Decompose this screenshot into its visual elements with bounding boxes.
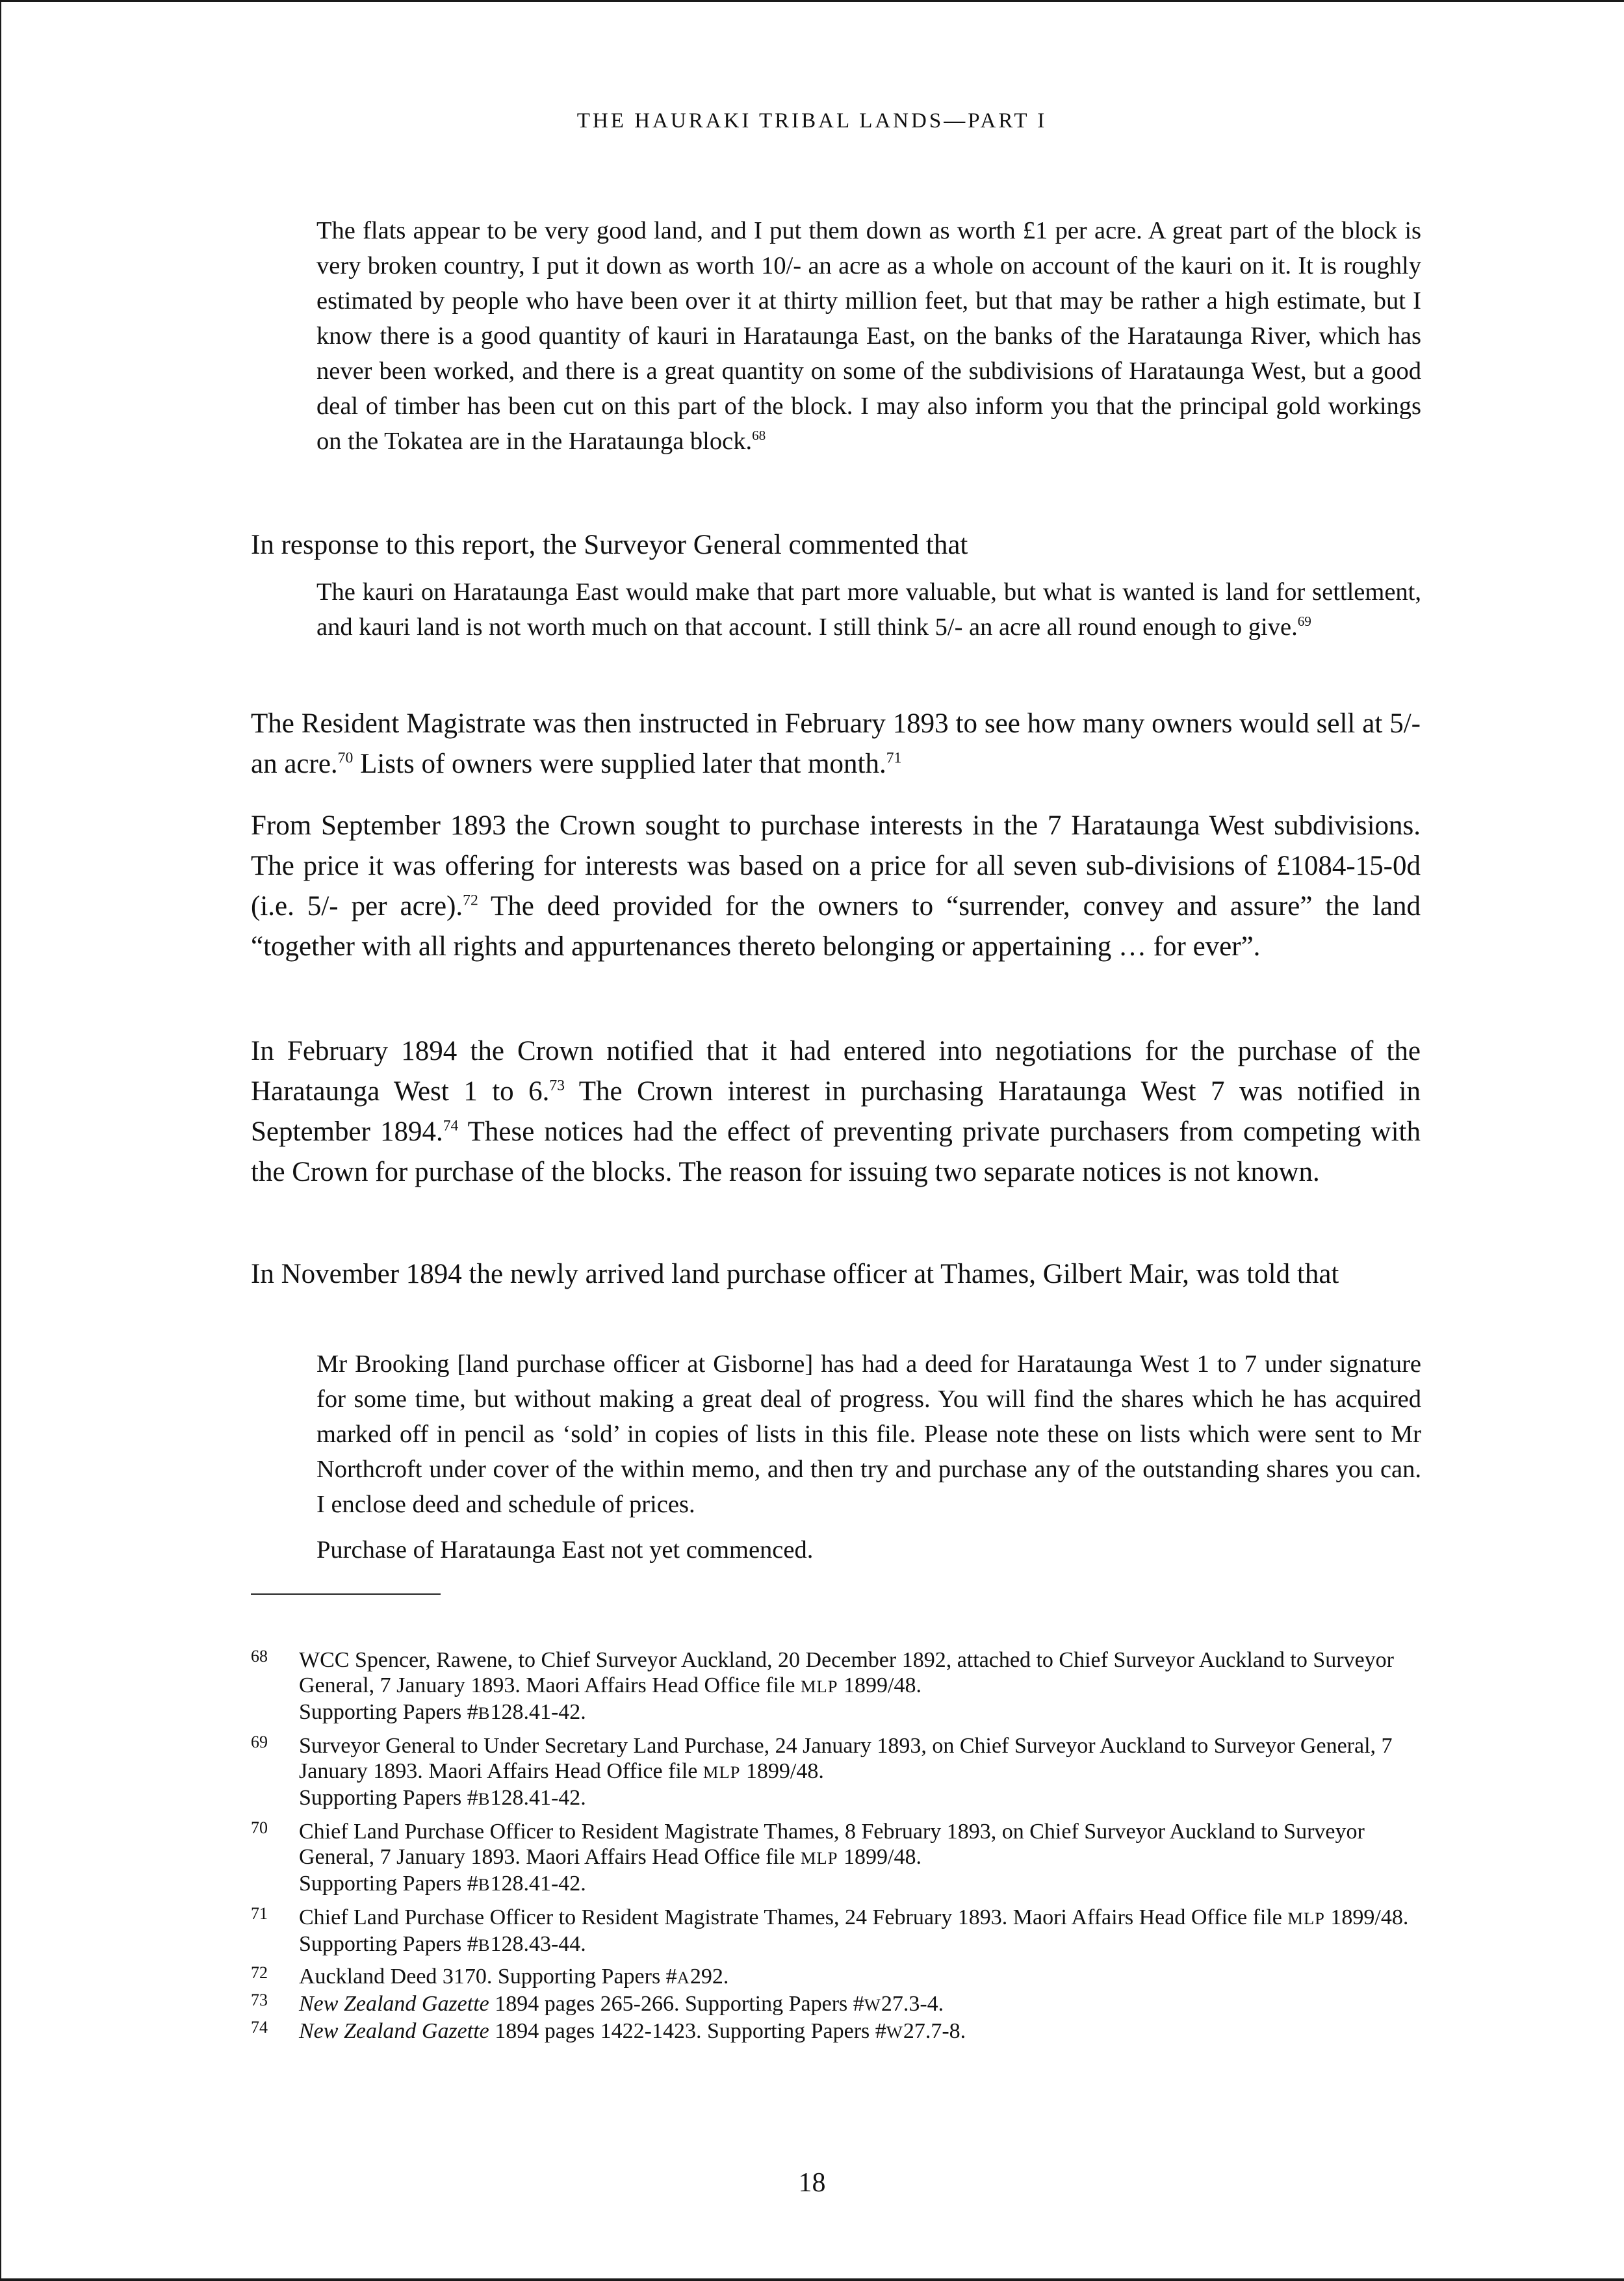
supporting-label: Supporting Papers # — [299, 1872, 478, 1896]
paragraph-text: Lists of owners were supplied later that month. — [353, 749, 886, 779]
supporting-ref: 27.3-4. — [881, 1992, 944, 2016]
supporting-ref: 292. — [690, 1965, 729, 1989]
paragraph-5: In November 1894 the newly arrived land purchase officer at Thames, Gilbert Mair, was told that — [251, 1259, 1339, 1289]
footnote-ref: 70 — [337, 749, 354, 767]
block-quote-4: Purchase of Harataunga East not yet commenced. — [316, 1536, 814, 1564]
paragraph-text: From September 1893 the Crown sought to purchase interests in the 7 Harataunga West subdivisions. The price it was offering for interests was based on a price for all seven sub-divisions of £1084-15-0d (i.e. 5/- per acre). — [251, 810, 1421, 921]
footnote-number: 70 — [251, 1818, 268, 1837]
footnote-body: Auckland Deed 3170. Supporting Papers # — [299, 1965, 677, 1989]
footnote-text — [299, 1819, 1427, 1898]
page-number: 18 — [798, 2168, 826, 2198]
file-prefix: MLP — [702, 1762, 741, 1782]
footnote-body: 1899/48. — [838, 1845, 922, 1869]
supporting-ref: 128.41-42. — [490, 1786, 586, 1810]
footnote-body: Chief Land Purchase Officer to Resident Magistrate Thames, 24 February 1893. Maori Affairs Head Office file — [299, 1905, 1288, 1929]
footnote-body: 1899/48. Supporting Papers # — [299, 1905, 1409, 1956]
paragraph-4 — [251, 1031, 1421, 1192]
file-prefix: MLP — [800, 1848, 838, 1868]
footnote-body: Chief Land Purchase Officer to Resident Magistrate Thames, 8 February 1893, on Chief Surveyor Auckland to Surveyor General, 7 January 1893. Maori Affairs Head Office file — [299, 1820, 1365, 1869]
paragraph-text: In February 1894 the Crown notified that it had entered into negotiations for the purchase of the Harataunga West 1 to 6. — [251, 1036, 1421, 1107]
file-prefix: MLP — [800, 1677, 838, 1696]
quote-text: The flats appear to be very good land, and I put them down as worth £1 per acre. A great part of the block is very broken country, I put it down as worth 10/- an acre as a whole on account of the kauri on it. It is roughly estimated by people who have been over it at thirty million feet, but that may be rather a high estimate, but I know there is a good quantity of kauri in Harataunga East, on the banks of the Harataunga River, which has never been worked, and there is a great quantity on some of the subdivisions of Harataunga West, but a good deal of timber has been cut on this part of the block. I may also inform you that the principal gold workings on the Tokatea are in the Harataunga block. — [316, 217, 1421, 455]
supporting-prefix: B — [478, 1935, 491, 1955]
footnote-number: 74 — [251, 2018, 268, 2037]
block-quote-2 — [316, 574, 1421, 645]
footnote-number: 72 — [251, 1963, 268, 1982]
footnote-body: 1899/48. — [838, 1673, 922, 1697]
file-prefix: MLP — [1287, 1909, 1325, 1928]
paragraph-text: The Resident Magistrate was then instructed in February 1893 to see how many owners would sell at 5/- an acre. — [251, 708, 1421, 779]
supporting-prefix: A — [677, 1968, 690, 1987]
paragraph-3 — [251, 806, 1421, 967]
footnote-body: 1894 pages 1422-1423. Supporting Papers # — [489, 2019, 886, 2043]
footnote-ref: 69 — [1297, 613, 1311, 630]
footnote-ref: 73 — [549, 1077, 565, 1094]
supporting-prefix: B — [478, 1875, 491, 1894]
supporting-prefix: B — [478, 1789, 491, 1809]
block-quote-1 — [316, 213, 1421, 459]
footnote-ref: 74 — [443, 1117, 459, 1135]
footnote-text — [299, 1647, 1427, 1726]
footnote-number: 73 — [251, 1991, 268, 2009]
footnote-number: 71 — [251, 1904, 268, 1923]
footnote-text — [299, 2018, 1427, 2045]
supporting-ref: 128.41-42. — [490, 1700, 586, 1724]
supporting-prefix: W — [886, 2022, 903, 2042]
footnote-text — [299, 1964, 1427, 1991]
paragraph-text: The deed provided for the owners to “surrender, convey and assure” the land “together with all rights and appurtenances thereto belonging or appertaining … for ever”. — [251, 891, 1421, 962]
footnote-body: 1899/48. — [740, 1759, 824, 1783]
supporting-prefix: W — [864, 1995, 881, 2015]
quote-text: The kauri on Harataunga East would make that part more valuable, but what is wanted is land for settlement, and kauri land is not worth much on that account. I still think 5/- an acre all round enough to give. — [316, 578, 1421, 641]
footnote-ref: 68 — [752, 428, 766, 444]
footnote-text — [299, 1905, 1427, 1958]
paragraph-text: These notices had the effect of preventing private purchasers from competing with the Crown for purchase of the blocks. The reason for issuing two separate notices is not known. — [251, 1116, 1421, 1187]
footnote-ref: 72 — [463, 892, 478, 909]
footnote-body: WCC Spencer, Rawene, to Chief Surveyor Auckland, 20 December 1892, attached to Chief Surveyor Auckland to Surveyor General, 7 January 1893. Maori Affairs Head Office file — [299, 1648, 1394, 1697]
supporting-label: Supporting Papers # — [299, 1786, 478, 1810]
footnote-separator — [251, 1593, 441, 1595]
footnote-number: 69 — [251, 1733, 268, 1751]
publication-title: New Zealand Gazette — [299, 2019, 489, 2043]
paragraph-2 — [251, 704, 1421, 784]
supporting-ref: 128.41-42. — [490, 1872, 586, 1896]
block-quote-3: Mr Brooking [land purchase officer at Gisborne] has had a deed for Harataunga West 1 to 7 under signature for some time, but without making a great deal of progress. You will find the shares which he has acquired marked off in pencil as ‘sold’ in copies of lists in this file. Please note these on lists which were sent to Mr Northcroft under cover of the within memo, and then try and purchase any of the outstanding shares you can. I enclose deed and schedule of prices. — [316, 1350, 1421, 1518]
supporting-prefix: B — [478, 1703, 491, 1723]
footnote-text — [299, 1733, 1427, 1812]
footnote-ref: 71 — [886, 749, 902, 767]
paragraph-text: The Crown interest in purchasing Harataunga West 7 was notified in September 1894. — [251, 1076, 1421, 1147]
supporting-ref: 27.7-8. — [903, 2019, 966, 2043]
footnote-text — [299, 1991, 1427, 2018]
footnote-number: 68 — [251, 1647, 268, 1666]
publication-title: New Zealand Gazette — [299, 1992, 489, 2016]
paragraph-1: In response to this report, the Surveyor General commented that — [251, 530, 968, 560]
footnote-body: Surveyor General to Under Secretary Land Purchase, 24 January 1893, on Chief Surveyor Auckland to Surveyor General, 7 January 1893. Maori Affairs Head Office file — [299, 1734, 1393, 1783]
supporting-label: Supporting Papers # — [299, 1700, 478, 1724]
footnote-body: 1894 pages 265-266. Supporting Papers # — [489, 1992, 864, 2016]
supporting-ref: 128.43-44. — [490, 1932, 586, 1956]
running-header: THE HAURAKI TRIBAL LANDS—PART I — [576, 109, 1048, 133]
